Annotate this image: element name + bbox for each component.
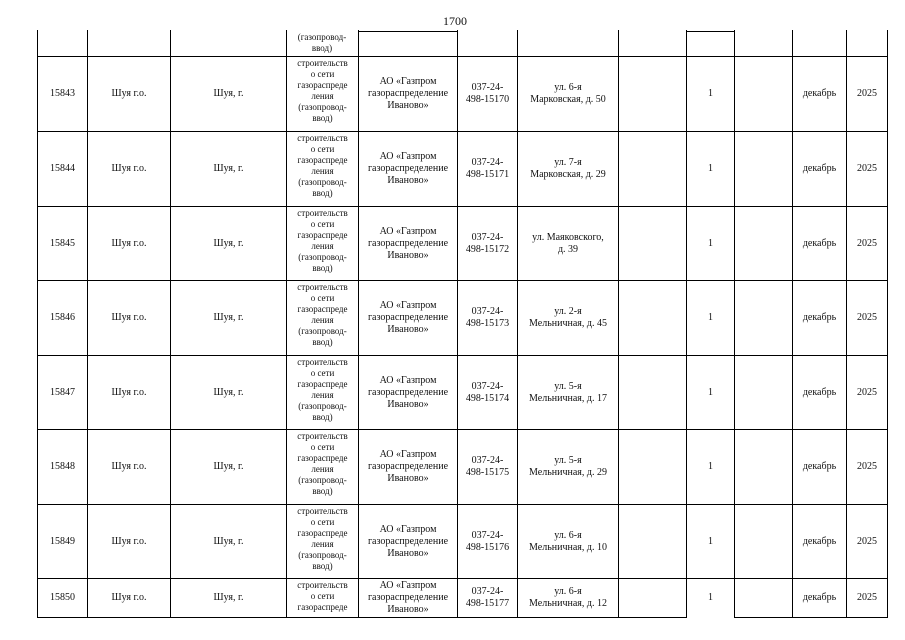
header-work-fragment [286,32,358,54]
cell-line: ул. 2-я [554,306,582,317]
cell-line: АО «Газпром [379,76,437,87]
code-cell [458,207,517,280]
district-cell: Шуя г.о. [111,592,147,603]
year-cell: 2025 [857,237,877,249]
work-type-cell [287,357,358,423]
header-fragment-line: (газопровод- [297,32,347,42]
month-cell: декабрь [802,386,837,398]
cell-line: газораспреде [297,230,348,240]
cell-line: газораспределение [367,88,449,99]
quantity-cell: 1 [708,163,713,174]
cell-line: АО «Газпром [379,151,437,162]
cell-line: ул. 6-я [554,82,582,93]
organization-cell [359,579,457,617]
cell-line: ул. 6-я [554,586,582,597]
cell-line: Иваново» [387,175,429,186]
cell-line: о сети [310,293,335,303]
cell-line: 498-15175 [465,467,510,478]
cell-line: строительств [297,580,348,590]
cell-line: Марковская, д. 29 [530,169,606,180]
cell-line: АО «Газпром [379,523,437,535]
cell-line: строительств [297,282,348,292]
work-type-cell [287,282,358,348]
month-cell: декабрь [802,237,837,249]
cell-line: ввод) [312,412,333,422]
cell-line: 037-24- [471,586,504,597]
year-cell: 2025 [857,88,877,99]
row-number: 15847 [50,386,75,398]
cell-line: ления [311,464,334,474]
cell-line: газораспреде [297,80,348,90]
cell-line: 037-24- [471,306,504,317]
quantity-cell: 1 [708,386,713,398]
row-number: 15845 [50,237,75,249]
cell-line: ления [311,241,334,251]
address-cell [518,505,618,578]
cell-line: 037-24- [471,157,504,168]
work-type-cell [287,580,358,613]
header-box-line [358,31,458,32]
cell-line: газораспреде [297,528,348,538]
month-cell: декабрь [802,88,837,99]
organization-cell [359,356,457,429]
code-cell [458,430,517,504]
district-cell: Шуя г.о. [111,386,147,398]
cell-line: Иваново» [387,249,429,261]
cell-line: о сети [310,69,335,79]
cell-line: ул. 5-я [554,455,582,466]
district-cell: Шуя г.о. [111,163,147,174]
cell-line: 498-15173 [465,318,510,329]
cell-line: Иваново» [387,547,429,559]
cell-line: 037-24- [471,529,504,541]
page-number: 1700 [443,14,467,28]
work-type-cell [287,506,358,572]
cell-line: газораспреде [297,304,348,314]
cell-line: о сети [310,591,335,601]
cell-line: газораспределение [367,461,449,472]
bottom-line [734,617,888,618]
locality-cell: Шуя, г. [213,163,244,174]
cell-line: АО «Газпром [379,449,437,460]
cell-line: 498-15174 [465,392,510,404]
cell-line: АО «Газпром [379,300,437,311]
cell-line: 498-15176 [465,541,510,553]
cell-line: газораспределение [367,535,449,547]
cell-line: ления [311,166,334,176]
code-cell [458,281,517,355]
cell-line: Иваново» [387,604,429,615]
cell-line: 498-15171 [465,169,510,180]
cell-line: газораспреде [297,453,348,463]
organization-cell [359,281,457,355]
cell-line: ления [311,315,334,325]
year-cell: 2025 [857,535,877,547]
quantity-cell: 1 [708,592,713,603]
cell-line: Мельничная, д. 29 [529,467,607,478]
cell-line: ул. Маяковского, [532,231,604,243]
organization-cell [359,430,457,504]
cell-line: о сети [310,144,335,154]
cell-line: (газопровод- [298,475,347,485]
cell-line: ул. 5-я [554,380,582,392]
work-type-cell [287,431,358,497]
cell-line: 498-15170 [465,94,510,105]
cell-line: ления [311,91,334,101]
row-number: 15848 [50,461,75,472]
address-cell [518,132,618,206]
locality-cell: Шуя, г. [213,88,244,99]
column-line [887,30,888,618]
cell-line: ввод) [312,188,333,198]
cell-line: (газопровод- [298,102,347,112]
cell-line: 037-24- [471,82,504,93]
cell-line: газораспределение [367,237,449,249]
bottom-line [37,617,687,618]
cell-line: Иваново» [387,398,429,410]
quantity-cell: 1 [708,88,713,99]
month-cell: декабрь [802,592,837,603]
cell-line: газораспреде [297,602,348,612]
code-cell [458,57,517,131]
cell-line: о сети [310,368,335,378]
row-number: 15850 [50,592,75,603]
code-cell [458,132,517,206]
organization-cell [359,132,457,206]
row-number: 15843 [50,88,75,99]
cell-line: ввод) [312,263,333,273]
cell-line: Мельничная, д. 12 [529,598,607,609]
cell-line: строительств [297,431,348,441]
cell-line: 037-24- [471,380,504,392]
cell-line: ввод) [312,337,333,347]
cell-line: (газопровод- [298,252,347,262]
cell-line: строительств [297,506,348,516]
work-type-cell [287,133,358,199]
cell-line: (газопровод- [298,177,347,187]
district-cell: Шуя г.о. [111,461,147,472]
district-cell: Шуя г.о. [111,535,147,547]
locality-cell: Шуя, г. [213,461,244,472]
cell-line: ввод) [312,486,333,496]
month-cell: декабрь [802,163,837,174]
address-cell [518,57,618,131]
year-cell: 2025 [857,163,877,174]
cell-line: ул. 6-я [554,529,582,541]
cell-line: газораспреде [297,155,348,165]
column-line [734,30,735,618]
cell-line: (газопровод- [298,326,347,336]
cell-line: строительств [297,133,348,143]
cell-line: АО «Газпром [379,580,437,591]
cell-line: строительств [297,58,348,68]
work-type-cell [287,208,358,274]
quantity-cell: 1 [708,312,713,323]
month-cell: декабрь [802,312,837,323]
cell-line: строительств [297,208,348,218]
month-cell: декабрь [802,461,837,472]
locality-cell: Шуя, г. [213,592,244,603]
organization-cell [359,57,457,131]
code-cell [458,356,517,429]
cell-line: Мельничная, д. 10 [529,541,607,553]
cell-line: газораспределение [367,386,449,398]
cell-line: АО «Газпром [379,374,437,386]
cell-line: газораспреде [297,379,348,389]
cell-line: ул. 7-я [554,157,582,168]
cell-line: 498-15172 [465,243,510,255]
cell-line: ввод) [312,561,333,571]
quantity-cell: 1 [708,535,713,547]
cell-line: 037-24- [471,455,504,466]
organization-cell [359,207,457,280]
address-cell [518,430,618,504]
cell-line: д. 39 [557,243,579,255]
code-cell [458,579,517,617]
row-number: 15846 [50,312,75,323]
data-table [37,30,887,617]
cell-line: Мельничная, д. 17 [529,392,607,404]
header-box-line [686,31,735,32]
year-cell: 2025 [857,461,877,472]
cell-line: ления [311,539,334,549]
cell-line: газораспределение [367,163,449,174]
address-cell [518,207,618,280]
header-fragment-line: ввод) [311,43,333,53]
row-number: 15844 [50,163,75,174]
cell-line: 037-24- [471,231,504,243]
address-cell [518,356,618,429]
cell-line: (газопровод- [298,550,347,560]
year-cell: 2025 [857,312,877,323]
organization-cell [359,505,457,578]
locality-cell: Шуя, г. [213,237,244,249]
cell-line: 498-15177 [465,598,510,609]
year-cell: 2025 [857,386,877,398]
cell-line: Иваново» [387,324,429,335]
cell-line: Иваново» [387,100,429,111]
cell-line: строительств [297,357,348,367]
cell-line: ввод) [312,113,333,123]
cell-line: газораспределение [367,592,449,603]
district-cell: Шуя г.о. [111,312,147,323]
cell-line: АО «Газпром [379,225,437,237]
cell-line: о сети [310,219,335,229]
code-cell [458,505,517,578]
column-line [618,30,619,618]
district-cell: Шуя г.о. [111,237,147,249]
year-cell: 2025 [857,592,877,603]
cell-line: о сети [310,517,335,527]
cell-line: Мельничная, д. 45 [529,318,607,329]
quantity-cell: 1 [708,461,713,472]
cell-line: газораспределение [367,312,449,323]
cell-line: ления [311,390,334,400]
cell-line: о сети [310,442,335,452]
cell-line: Марковская, д. 50 [530,94,606,105]
work-type-cell [287,58,358,124]
cell-line: Иваново» [387,473,429,484]
row-number: 15849 [50,535,75,547]
address-cell [518,579,618,617]
month-cell: декабрь [802,535,837,547]
locality-cell: Шуя, г. [213,386,244,398]
district-cell: Шуя г.о. [111,88,147,99]
locality-cell: Шуя, г. [213,535,244,547]
cell-line: (газопровод- [298,401,347,411]
locality-cell: Шуя, г. [213,312,244,323]
address-cell [518,281,618,355]
quantity-cell: 1 [708,237,713,249]
